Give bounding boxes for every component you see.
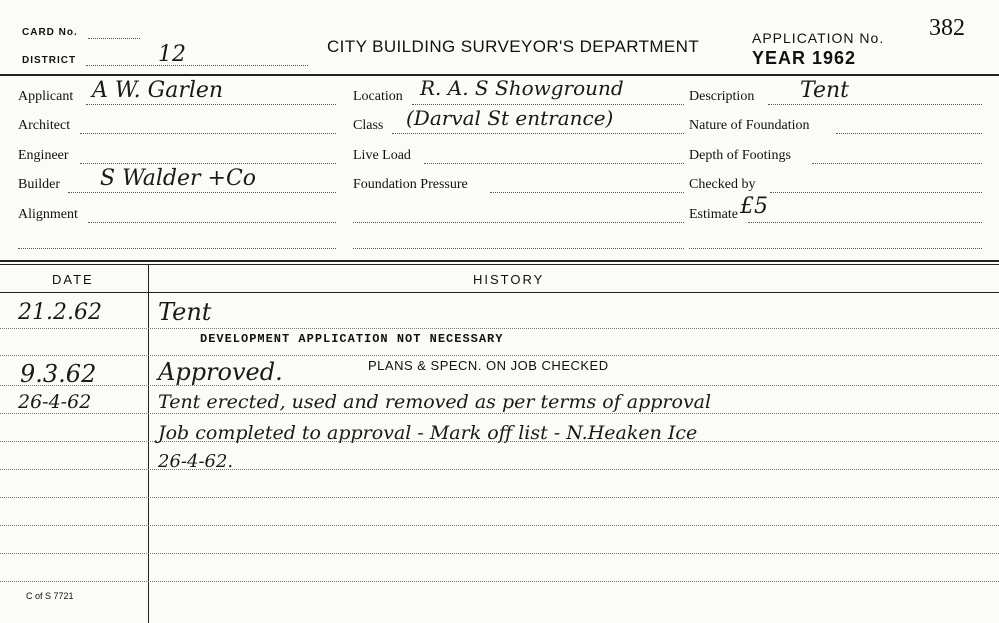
alignment-line-2 — [18, 248, 336, 249]
district-value: 12 — [158, 42, 186, 67]
history-rule — [0, 413, 999, 414]
district-dotted-line — [86, 65, 308, 66]
card-no-dotted-line — [88, 38, 140, 39]
history-entry-text: Job completed to approval - Mark off list - N.Heaken Ice — [158, 422, 698, 444]
plans-checked-stamp: PLANS & SPECN. ON JOB CHECKED — [368, 358, 609, 373]
history-header: HISTORY — [473, 272, 545, 287]
foundation-pressure-label: Foundation Pressure — [353, 177, 468, 192]
history-top-rule-2 — [0, 264, 999, 265]
architect-line — [80, 133, 336, 134]
card-no-label: CARD No. — [22, 27, 78, 38]
live-load-label: Live Load — [353, 148, 411, 163]
class-value: (Darval St entrance) — [406, 106, 614, 130]
builder-line — [68, 192, 336, 193]
district-label: DISTRICT — [22, 55, 77, 66]
date-column-divider — [148, 264, 149, 623]
applicant-line — [86, 104, 336, 105]
middle-blank-line — [353, 222, 684, 223]
history-entry-text: Approved. — [158, 358, 283, 386]
year-label: YEAR 1962 — [752, 48, 857, 68]
history-date: 26-4-62 — [18, 391, 92, 413]
application-no-label: APPLICATION No. — [752, 30, 885, 46]
alignment-label: Alignment — [18, 207, 78, 222]
nature-of-foundation-label: Nature of Foundation — [689, 118, 810, 133]
checked-line — [770, 192, 982, 193]
class-label: Class — [353, 118, 384, 133]
description-label: Description — [689, 89, 755, 104]
location-label: Location — [353, 89, 403, 104]
history-rule — [0, 525, 999, 526]
live-load-line — [424, 163, 684, 164]
development-stamp: DEVELOPMENT APPLICATION NOT NECESSARY — [200, 332, 504, 346]
right-blank-line — [689, 248, 982, 249]
history-entry-text: 26-4-62. — [158, 451, 234, 472]
date-header: DATE — [52, 272, 94, 287]
nature-line — [836, 133, 982, 134]
engineer-line — [80, 163, 336, 164]
foundation-pressure-line — [490, 192, 684, 193]
alignment-line — [88, 222, 336, 223]
checked-by-label: Checked by — [689, 177, 756, 192]
location-line — [412, 104, 684, 105]
engineer-label: Engineer — [18, 148, 69, 163]
history-rule — [0, 328, 999, 329]
header-bottom-rule — [0, 292, 999, 293]
depth-line — [812, 163, 982, 164]
history-rule — [0, 581, 999, 582]
applicant-label: Applicant — [18, 89, 74, 104]
history-rule — [0, 469, 999, 470]
estimate-value: £5 — [740, 194, 768, 219]
applicant-value: A W. Garlen — [92, 78, 224, 103]
history-top-rule — [0, 260, 999, 262]
form-code: C of S 7721 — [26, 591, 74, 601]
architect-label: Architect — [18, 118, 71, 133]
history-rule — [0, 497, 999, 498]
estimate-label: Estimate — [689, 207, 738, 222]
depth-of-footings-label: Depth of Footings — [689, 148, 791, 163]
estimate-line — [748, 222, 982, 223]
builder-label: Builder — [18, 177, 60, 192]
history-rule — [0, 355, 999, 356]
description-line — [768, 104, 982, 105]
history-rule — [0, 385, 999, 386]
history-date: 9.3.62 — [20, 360, 97, 388]
history-entry-text: Tent erected, used and removed as per terms of approval — [158, 391, 712, 413]
builder-value: S Walder +Co — [100, 166, 257, 191]
location-value: R. A. S Showground — [420, 76, 624, 100]
card-number: 382 — [929, 15, 965, 41]
class-line — [392, 133, 684, 134]
middle-blank-line-2 — [353, 248, 684, 249]
history-rule — [0, 553, 999, 554]
history-entry-text: Tent — [158, 298, 212, 326]
description-value: Tent — [800, 78, 849, 103]
department-title: CITY BUILDING SURVEYOR'S DEPARTMENT — [327, 37, 700, 56]
history-date: 21.2.62 — [18, 300, 102, 325]
